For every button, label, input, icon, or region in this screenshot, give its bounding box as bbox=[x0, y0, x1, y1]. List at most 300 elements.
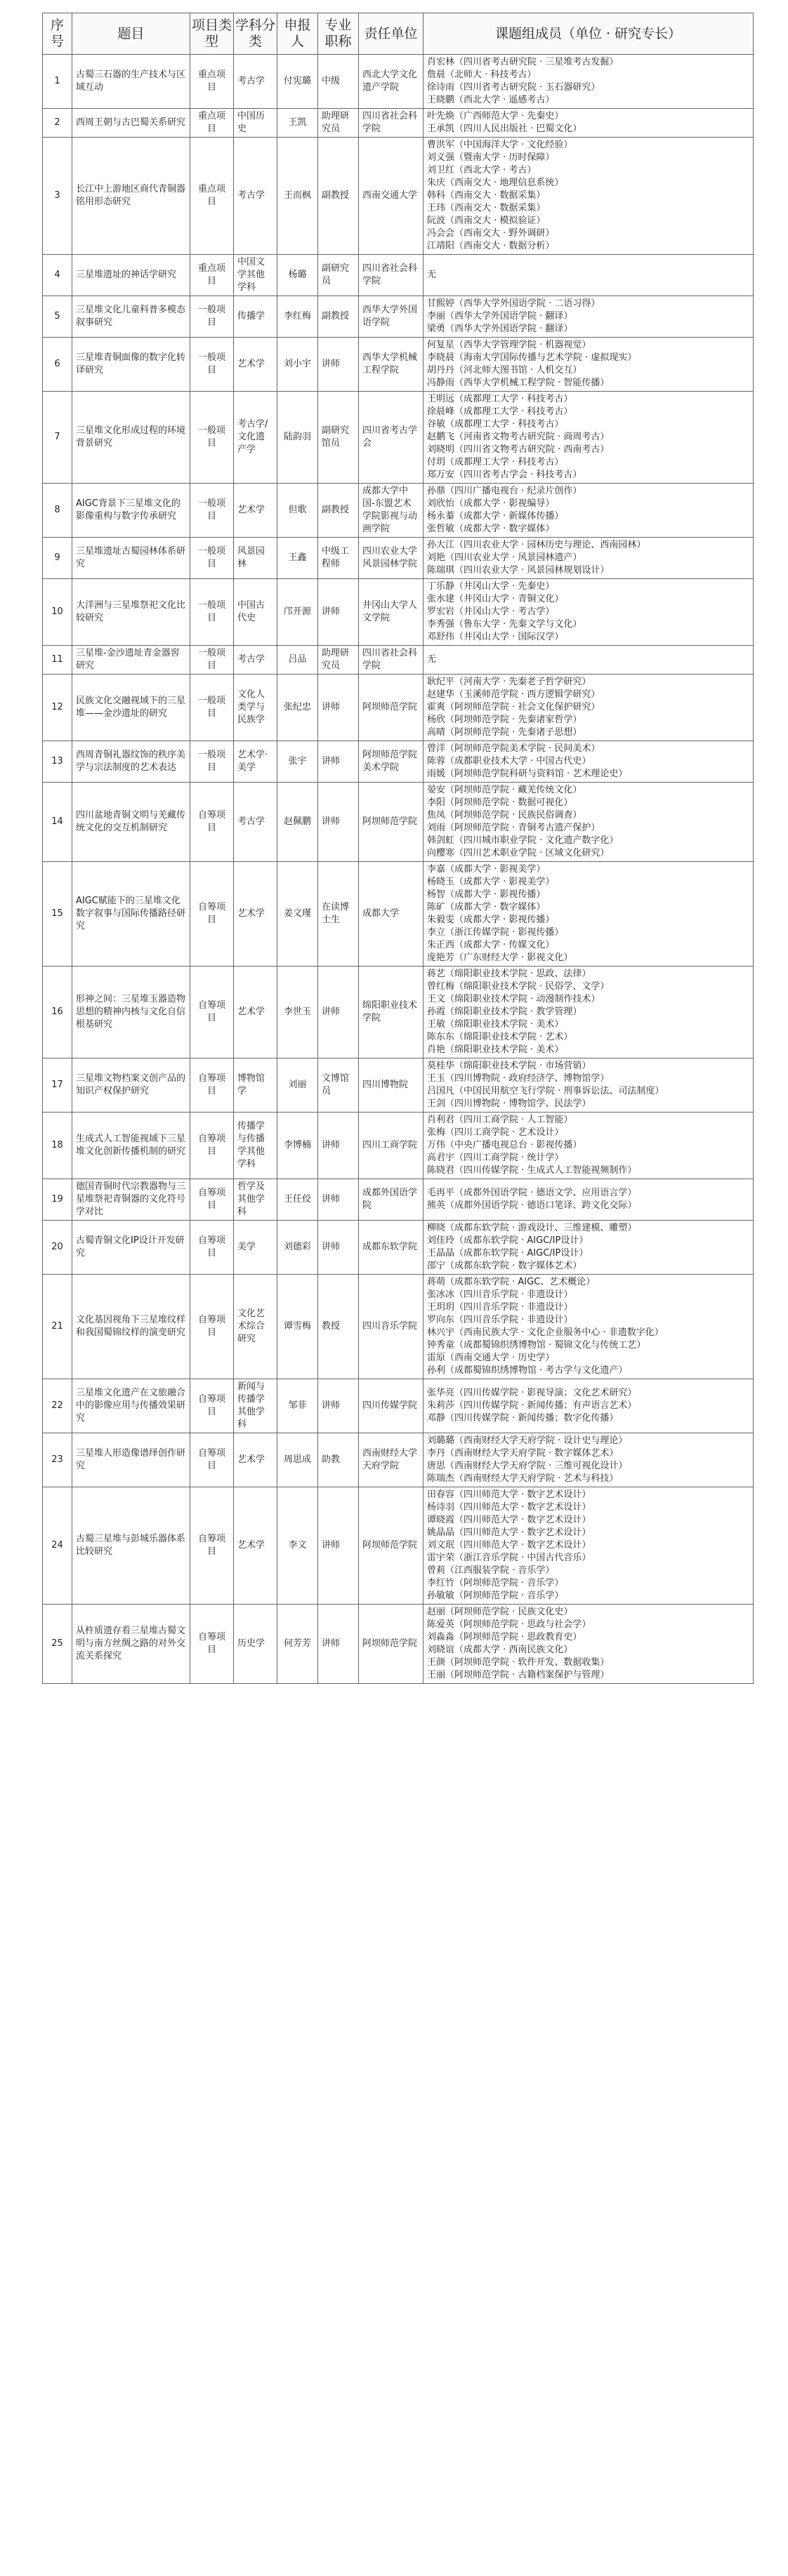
team-members bbox=[423, 1058, 754, 1113]
responsible-unit: 成都大学 bbox=[359, 862, 423, 967]
member-entry: 陈瑞琪（四川农业大学 · 风景园林规划设计） bbox=[427, 565, 610, 576]
table-row bbox=[43, 484, 754, 538]
row-number: 4 bbox=[43, 255, 72, 296]
member-entry: 江靖阳（西南交大 · 数据分析） bbox=[427, 241, 555, 251]
member-entry: 陈东东（绵阳职业技术学院 · 艺术） bbox=[427, 1032, 573, 1042]
header-type: 项目类型 bbox=[190, 13, 234, 55]
responsible-unit: 井冈山大学人文学院 bbox=[359, 579, 423, 646]
project-title: 三星堆文化遗产在文旅融合中的影像应用与传播效果研究 bbox=[72, 1379, 190, 1433]
professional-title: 讲师 bbox=[318, 741, 359, 783]
table-row bbox=[43, 1433, 754, 1487]
team-members bbox=[423, 1113, 754, 1179]
applicant-name: 陆韵羽 bbox=[277, 392, 318, 484]
project-title: 三星堆人形造像谱绎创作研究 bbox=[72, 1433, 190, 1487]
subject-category: 文化艺术综合研究 bbox=[234, 1275, 277, 1379]
team-members bbox=[423, 579, 754, 646]
member-entry: 梁勇（西华大学外国语学院 · 翻译） bbox=[427, 324, 573, 334]
member-entry: 叶先焕（广西师范大学 · 先秦史） bbox=[427, 111, 564, 121]
applicant-name: 谭雪梅 bbox=[277, 1275, 318, 1379]
member-entry: 李嘉（成都大学 · 影视美学） bbox=[427, 864, 546, 875]
project-type: 自筹项目 bbox=[190, 1275, 234, 1379]
responsible-unit: 四川博物院 bbox=[359, 1058, 423, 1113]
applicant-name: 王鑫 bbox=[277, 538, 318, 579]
member-entry: 王颜（阿坝师范学院 · 软件开发、数据收集） bbox=[427, 1657, 610, 1668]
member-entry: 詹晨（北师大 · 科技考古） bbox=[427, 69, 537, 80]
member-entry: 刘欣怡（成都大学 · 影视编导） bbox=[427, 498, 555, 509]
responsible-unit: 阿坝师范学院 bbox=[359, 783, 423, 862]
subject-category: 考古学/文化遗产学 bbox=[234, 392, 277, 484]
project-type: 自筹项目 bbox=[190, 862, 234, 967]
professional-title: 讲师 bbox=[318, 1379, 359, 1433]
applicant-name: 何芳芳 bbox=[277, 1605, 318, 1684]
team-members bbox=[423, 296, 754, 338]
member-entry: 杨永蓁（成都大学 · 新媒体传播） bbox=[427, 511, 564, 522]
member-entry: 甘熙婷（西华大学外国语学院 · 二语习得） bbox=[427, 298, 600, 309]
subject-category: 博物馆学 bbox=[234, 1058, 277, 1113]
table-row bbox=[43, 1605, 754, 1684]
project-title: 古蜀青铜文化IP设计开发研究 bbox=[72, 1221, 190, 1275]
team-members bbox=[423, 1433, 754, 1487]
row-number: 5 bbox=[43, 296, 72, 338]
member-entry: 毛再平（成都外国语学院 · 德语文学、应用语言学） bbox=[427, 1188, 637, 1198]
professional-title: 讲师 bbox=[318, 338, 359, 392]
responsible-unit: 四川省社会科学院 bbox=[359, 109, 423, 138]
member-entry: 霍爽（阿坝师范学院 · 社会文化保护研究） bbox=[427, 702, 600, 712]
professional-title: 讲师 bbox=[318, 1487, 359, 1605]
member-entry: 高晴（阿坝师范学院 · 先秦诸子思想） bbox=[427, 727, 582, 738]
table-row bbox=[43, 255, 754, 296]
project-type: 一般项目 bbox=[190, 579, 234, 646]
project-title: 德国青铜时代宗教器物与三星堆祭祀青铜器的文化符号学对比 bbox=[72, 1179, 190, 1221]
applicant-name: 赵佩鹏 bbox=[277, 783, 318, 862]
subject-category: 中国历史 bbox=[234, 109, 277, 138]
row-number: 16 bbox=[43, 967, 72, 1058]
responsible-unit: 西南财经大学天府学院 bbox=[359, 1433, 423, 1487]
member-entry: 唐思（西南财经大学天府学院 · 三维可视化设计） bbox=[427, 1461, 628, 1471]
row-number: 3 bbox=[43, 138, 72, 255]
member-entry: 丁乐静（井冈山大学 · 先秦史） bbox=[427, 581, 555, 592]
subject-category: 艺术学 bbox=[234, 338, 277, 392]
member-entry: 杨诗羽（四川师范大学 · 数字艺术设计） bbox=[427, 1502, 591, 1513]
responsible-unit: 西北大学文化遗产学院 bbox=[359, 55, 423, 109]
subject-category: 美学 bbox=[234, 1221, 277, 1275]
member-entry: 刘淼淼（阿坝师范学院 · 思政教育史） bbox=[427, 1632, 582, 1642]
member-entry: 阮波（西南交大 · 模拟验证） bbox=[427, 215, 546, 226]
applicant-name: 刘丽 bbox=[277, 1058, 318, 1113]
professional-title: 讲师 bbox=[318, 783, 359, 862]
table-row bbox=[43, 1275, 754, 1379]
applicant-name: 刘德彩 bbox=[277, 1221, 318, 1275]
table-row bbox=[43, 338, 754, 392]
table-row bbox=[43, 1221, 754, 1275]
project-title: 三星堆文化形成过程的环境背景研究 bbox=[72, 392, 190, 484]
project-type: 自筹项目 bbox=[190, 1058, 234, 1113]
responsible-unit: 西南交通大学 bbox=[359, 138, 423, 255]
professional-title: 助教 bbox=[318, 1433, 359, 1487]
professional-title: 讲师 bbox=[318, 1113, 359, 1179]
row-number: 12 bbox=[43, 675, 72, 741]
project-type: 重点项目 bbox=[190, 109, 234, 138]
member-entry: 李阳（阿坝师范学院 · 数据可视化） bbox=[427, 797, 573, 808]
member-entry: 张华亮（四川传媒学院 · 影视导演；文化艺术研究） bbox=[427, 1388, 637, 1398]
subject-category: 考古学 bbox=[234, 646, 277, 675]
table-row bbox=[43, 1113, 754, 1179]
member-entry: 李丹（西南财经大学天府学院 · 数字媒体艺术） bbox=[427, 1448, 619, 1459]
table-row bbox=[43, 55, 754, 109]
subject-category: 新闻与传播学其他学科 bbox=[234, 1379, 277, 1433]
applicant-name: 周思成 bbox=[277, 1433, 318, 1487]
professional-title: 助理研究员 bbox=[318, 109, 359, 138]
member-entry: 王承凯（四川人民出版社 · 巴蜀文化） bbox=[427, 124, 582, 134]
team-members bbox=[423, 138, 754, 255]
header-row bbox=[43, 13, 754, 55]
member-entry: 罗向东（四川音乐学院 · 非遗设计） bbox=[427, 1315, 573, 1325]
team-members bbox=[423, 1275, 754, 1379]
subject-category: 哲学及其他学科 bbox=[234, 1179, 277, 1221]
member-entry: 陈瑞杰（西南财经大学天府学院 · 艺术与科技） bbox=[427, 1473, 619, 1484]
professional-title: 讲师 bbox=[318, 1179, 359, 1221]
responsible-unit: 西华大学外国语学院 bbox=[359, 296, 423, 338]
project-title: 三星堆遗址的神话学研究 bbox=[72, 255, 190, 296]
project-type: 一般项目 bbox=[190, 484, 234, 538]
row-number: 22 bbox=[43, 1379, 72, 1433]
member-entry: 万伟（中央广播电视总台 · 影视传播） bbox=[427, 1140, 582, 1150]
member-entry: 何复星（西华大学管理学院 · 机器视觉） bbox=[427, 340, 591, 350]
member-entry: 王丽（阿坝师范学院 · 古籍档案保护与管理） bbox=[427, 1670, 610, 1680]
project-title: 民族文化交融视域下的三星堆——金沙遗址的研究 bbox=[72, 675, 190, 741]
member-entry: 邓舒伟（井冈山大学 · 国际汉学） bbox=[427, 632, 564, 642]
member-entry: 陈蓉（成都职业技术大学 · 中国古代史） bbox=[427, 756, 591, 766]
header-title: 题目 bbox=[72, 13, 190, 55]
table-row bbox=[43, 675, 754, 741]
member-entry: 蒋艺（绵阳职业技术学院 · 思政、法律） bbox=[427, 969, 591, 979]
member-entry: 刘义强（暨南大学 · 历时保障） bbox=[427, 152, 555, 163]
member-entry: 王玥玥（四川音乐学院 · 非遗设计） bbox=[427, 1302, 573, 1313]
row-number: 15 bbox=[43, 862, 72, 967]
project-title: 生成式人工智能视域下三星堆文化创新传播机制的研究 bbox=[72, 1113, 190, 1179]
applicant-name: 但歌 bbox=[277, 484, 318, 538]
project-type: 自筹项目 bbox=[190, 1179, 234, 1221]
applicant-name: 付宪璐 bbox=[277, 55, 318, 109]
project-title: 长江中上游地区商代青铜器铭用形态研究 bbox=[72, 138, 190, 255]
member-entry: 刘艳（四川农业大学 · 风景园林遗产） bbox=[427, 552, 582, 563]
member-entry: 赵丽（阿坝师范学院 · 民族文化史） bbox=[427, 1607, 573, 1617]
member-entry: 李红竹（阿坝师范学院 · 音乐学） bbox=[427, 1578, 564, 1588]
member-entry: 陈晓君（四川传媒学院 · 生成式人工智能视频制作） bbox=[427, 1165, 637, 1176]
projects-table bbox=[42, 13, 754, 1684]
project-title: 三星堆青铜面像的数字化转译研究 bbox=[72, 338, 190, 392]
table-row bbox=[43, 1058, 754, 1113]
team-members bbox=[423, 1379, 754, 1433]
project-title: 古蜀三石器的生产技术与区域互动 bbox=[72, 55, 190, 109]
project-type: 自筹项目 bbox=[190, 1487, 234, 1605]
member-entry: 无 bbox=[427, 654, 437, 665]
member-entry: 邵宁（成都东软学院 · 数字媒体艺术） bbox=[427, 1261, 582, 1271]
member-entry: 李秀强（鲁东大学 · 先秦文学与文化） bbox=[427, 619, 582, 630]
member-entry: 罗宏岩（井冈山大学 · 考古学） bbox=[427, 606, 555, 617]
project-title: 大洋洲与三星堆祭祀文化比较研究 bbox=[72, 579, 190, 646]
team-members bbox=[423, 255, 754, 296]
project-type: 一般项目 bbox=[190, 296, 234, 338]
project-type: 重点项目 bbox=[190, 138, 234, 255]
applicant-name: 姜文瑾 bbox=[277, 862, 318, 967]
row-number: 24 bbox=[43, 1487, 72, 1605]
professional-title: 讲师 bbox=[318, 1605, 359, 1684]
responsible-unit: 阿坝师范学院 bbox=[359, 675, 423, 741]
member-entry: 孙鼎（四川广播电视台 · 纪录片创作） bbox=[427, 486, 582, 496]
member-entry: 朱莉莎（四川传媒学院 · 新闻传播；有声语言艺术） bbox=[427, 1400, 637, 1411]
member-entry: 雨媛（阿坝师范学院科研与资料馆 · 艺术理论史） bbox=[427, 769, 628, 779]
row-number: 1 bbox=[43, 55, 72, 109]
table-row bbox=[43, 1179, 754, 1221]
member-entry: 曾红梅（绵阳职业技术学院 · 民俗学、文学） bbox=[427, 981, 610, 992]
member-entry: 赵鹏飞（河南省文物考古研究院 · 商周考古） bbox=[427, 432, 610, 442]
team-members bbox=[423, 538, 754, 579]
applicant-name: 刘小宇 bbox=[277, 338, 318, 392]
applicant-name: 王而枫 bbox=[277, 138, 318, 255]
project-title: 西周王朝与古巴蜀关系研究 bbox=[72, 109, 190, 138]
project-type: 自筹项目 bbox=[190, 783, 234, 862]
team-members bbox=[423, 967, 754, 1058]
team-members bbox=[423, 741, 754, 783]
member-entry: 庞艳芳（广东财经大学 · 影视文化） bbox=[427, 952, 573, 963]
team-members bbox=[423, 1605, 754, 1684]
member-entry: 王明远（成都理工大学 · 科技考古） bbox=[427, 394, 573, 404]
projects-sheet bbox=[42, 13, 753, 1684]
table-row bbox=[43, 138, 754, 255]
subject-category: 历史学 bbox=[234, 1605, 277, 1684]
responsible-unit: 四川传媒学院 bbox=[359, 1379, 423, 1433]
responsible-unit: 成都外国语学院 bbox=[359, 1179, 423, 1221]
responsible-unit: 四川省考古学会 bbox=[359, 392, 423, 484]
member-entry: 王剑（四川博物院 · 博物馆学、民法学） bbox=[427, 1098, 591, 1109]
member-entry: 陈矿（成都大学 · 数字媒体） bbox=[427, 902, 546, 912]
project-title: 西周青铜礼器纹饰的秩序美学与宗法制度的艺术表达 bbox=[72, 741, 190, 783]
responsible-unit: 四川工商学院 bbox=[359, 1113, 423, 1179]
project-title: 三星堆-金沙遗址青金器窖研究 bbox=[72, 646, 190, 675]
project-title: 三星堆文物档案文创产品的知识产权保护研究 bbox=[72, 1058, 190, 1113]
project-title: 形神之间：三星堆玉器造物思想的精神内核与文化自信根基研究 bbox=[72, 967, 190, 1058]
member-entry: 张冰冰（四川音乐学院 · 非遗设计） bbox=[427, 1289, 573, 1300]
subject-category: 传播学 bbox=[234, 296, 277, 338]
header-subject: 学科分类 bbox=[234, 13, 277, 55]
table-row bbox=[43, 1487, 754, 1605]
team-members bbox=[423, 646, 754, 675]
member-entry: 蒋萌（成都东软学院 · AIGC、艺术概论） bbox=[427, 1277, 596, 1287]
professional-title: 在读博士生 bbox=[318, 862, 359, 967]
member-entry: 曾洋（阿坝师范学院美术学院 · 民间美术） bbox=[427, 743, 600, 754]
applicant-name: 李博楠 bbox=[277, 1113, 318, 1179]
table-row bbox=[43, 296, 754, 338]
row-number: 8 bbox=[43, 484, 72, 538]
applicant-name: 邹菲 bbox=[277, 1379, 318, 1433]
row-number: 7 bbox=[43, 392, 72, 484]
member-entry: 谷敏（成都理工大学 · 科技考古） bbox=[427, 419, 564, 430]
team-members bbox=[423, 392, 754, 484]
project-type: 一般项目 bbox=[190, 741, 234, 783]
applicant-name: 杨璐 bbox=[277, 255, 318, 296]
responsible-unit: 西华大学机械工程学院 bbox=[359, 338, 423, 392]
responsible-unit: 四川音乐学院 bbox=[359, 1275, 423, 1379]
subject-category: 考古学 bbox=[234, 55, 277, 109]
member-entry: 陈爱英（阿坝师范学院 · 思政与社会学） bbox=[427, 1619, 591, 1630]
applicant-name: 李文 bbox=[277, 1487, 318, 1605]
project-title: 四川盆地青铜文明与羌藏传统文化的交互机制研究 bbox=[72, 783, 190, 862]
project-title: 三星堆文化儿童科普多模态叙事研究 bbox=[72, 296, 190, 338]
row-number: 10 bbox=[43, 579, 72, 646]
professional-title: 副教授 bbox=[318, 138, 359, 255]
professional-title: 副研究员 bbox=[318, 255, 359, 296]
member-entry: 肖宏林（四川省考古研究院 · 三星堆考古发掘） bbox=[427, 57, 619, 67]
member-entry: 王玉（四川博物院 · 政府经济学、博物馆学） bbox=[427, 1073, 610, 1084]
responsible-unit: 阿坝师范学院美术学院 bbox=[359, 741, 423, 783]
professional-title: 讲师 bbox=[318, 1221, 359, 1275]
subject-category: 艺术学·美学 bbox=[234, 741, 277, 783]
member-entry: 朱正西（成都大学 · 传媒文化） bbox=[427, 940, 555, 950]
member-entry: 莫桂华（绵阳职业技术学院 · 市场营销） bbox=[427, 1061, 591, 1071]
subject-category: 考古学 bbox=[234, 138, 277, 255]
row-number: 21 bbox=[43, 1275, 72, 1379]
project-title: AIGC背景下三星堆文化的影像重构与数字传承研究 bbox=[72, 484, 190, 538]
subject-category: 风景园林 bbox=[234, 538, 277, 579]
table-row bbox=[43, 1379, 754, 1433]
member-entry: 朱毅雯（成都大学 · 影视传播） bbox=[427, 915, 555, 925]
member-entry: 雷原（西南交通大学 · 历史学） bbox=[427, 1353, 555, 1363]
applicant-name: 张纪忠 bbox=[277, 675, 318, 741]
row-number: 18 bbox=[43, 1113, 72, 1179]
member-entry: 王玮（西南交大 · 数据采集） bbox=[427, 203, 546, 213]
member-entry: 王文（绵阳职业技术学院 · 动漫制作技术） bbox=[427, 994, 600, 1004]
responsible-unit: 成都东软学院 bbox=[359, 1221, 423, 1275]
member-entry: 冯会会（西南交大 · 野外调研） bbox=[427, 228, 555, 239]
member-entry: 王晶晶（成都东软学院 · AIGC/IP设计） bbox=[427, 1248, 589, 1259]
row-number: 13 bbox=[43, 741, 72, 783]
member-entry: 邓静（四川传媒学院 · 新闻传播；数字化传播） bbox=[427, 1413, 619, 1423]
responsible-unit: 四川省社会科学院 bbox=[359, 255, 423, 296]
subject-category: 传播学与传播学其他学科 bbox=[234, 1113, 277, 1179]
applicant-name: 李红梅 bbox=[277, 296, 318, 338]
row-number: 11 bbox=[43, 646, 72, 675]
project-title: 从杵质遗存看三星堆古蜀文明与南方丝绸之路的对外交流关系探究 bbox=[72, 1605, 190, 1684]
responsible-unit: 阿坝师范学院 bbox=[359, 1487, 423, 1605]
member-entry: 钟秀童（成都蜀锦织绣博物馆 · 蜀锦文化与传统工艺） bbox=[427, 1340, 646, 1350]
member-entry: 柳晓（成都东软学院 · 游戏设计、三维建模、雕塑） bbox=[427, 1223, 637, 1233]
member-entry: 胡丹丹（河北师大图书馆 · 人机交互） bbox=[427, 365, 582, 376]
subject-category: 文化人类学与民族学 bbox=[234, 675, 277, 741]
member-entry: 孙利（成都蜀锦织绣博物馆 · 考古学与文化遗产） bbox=[427, 1365, 628, 1376]
header-unit: 责任单位 bbox=[359, 13, 423, 55]
project-title: 文化基因视角下三星堆纹样和我国蜀锦纹样的演变研究 bbox=[72, 1275, 190, 1379]
project-type: 一般项目 bbox=[190, 538, 234, 579]
subject-category: 艺术学 bbox=[234, 1433, 277, 1487]
member-entry: 朱庆（西南交大 · 地理信息系统） bbox=[427, 178, 564, 188]
member-entry: 杨智（成都大学 · 影视传播） bbox=[427, 889, 546, 900]
team-members bbox=[423, 109, 754, 138]
member-entry: 冯静雨（西华大学机械工程学院 · 智能传播） bbox=[427, 378, 610, 388]
member-entry: 肖艳（绵阳职业技术学院 · 美术） bbox=[427, 1044, 564, 1055]
member-entry: 李立（浙江传媒学院 · 影视传播） bbox=[427, 927, 564, 938]
project-type: 重点项目 bbox=[190, 255, 234, 296]
member-entry: 孙敏敏（阿坝师范学院 · 音乐学） bbox=[427, 1591, 564, 1601]
row-number: 9 bbox=[43, 538, 72, 579]
professional-title: 副教授 bbox=[318, 296, 359, 338]
applicant-name: 李世玉 bbox=[277, 967, 318, 1058]
member-entry: 孙霞（绵阳职业技术学院 · 教学管理） bbox=[427, 1007, 582, 1017]
member-entry: 徐诗雨（四川省考古研究院 · 玉石器研究） bbox=[427, 82, 600, 93]
table-row bbox=[43, 967, 754, 1058]
project-title: AIGC赋能下的三星堆文化数字叙事与国际传播路径研究 bbox=[72, 862, 190, 967]
professional-title: 讲师 bbox=[318, 579, 359, 646]
responsible-unit: 四川农业大学风景园林学院 bbox=[359, 538, 423, 579]
project-type: 自筹项目 bbox=[190, 1221, 234, 1275]
member-entry: 韩剑虹（四川城市职业学院 · 文化遗产数字化） bbox=[427, 835, 619, 846]
member-entry: 刘璐璐（西南财经大学天府学院 · 设计史与理论） bbox=[427, 1435, 628, 1446]
header-members: 课题组成员（单位 · 研究专长） bbox=[423, 13, 754, 55]
applicant-name: 邝开源 bbox=[277, 579, 318, 646]
professional-title: 副研究馆员 bbox=[318, 392, 359, 484]
project-title: 三星堆遗址古蜀园林体系研究 bbox=[72, 538, 190, 579]
subject-category: 艺术学 bbox=[234, 862, 277, 967]
member-entry: 向樱寒（四川艺术职业学院 · 区域文化研究） bbox=[427, 848, 610, 858]
header-rank: 专业职称 bbox=[318, 13, 359, 55]
member-entry: 雷宇荣（浙江音乐学院 · 中国古代音乐） bbox=[427, 1553, 591, 1563]
team-members bbox=[423, 1487, 754, 1605]
member-entry: 赵建华（玉溪师范学院 · 西方逻辑学研究） bbox=[427, 689, 600, 700]
member-entry: 刘晓谊（成都大学 · 西南民族文化） bbox=[427, 1645, 573, 1655]
subject-category: 艺术学 bbox=[234, 967, 277, 1058]
subject-category: 中国古代史 bbox=[234, 579, 277, 646]
member-entry: 曹洪军（中国海洋大学 · 文化经验） bbox=[427, 140, 573, 150]
member-entry: 李晓晨（海南大学国际传播与艺术学院 · 虚拟现实） bbox=[427, 352, 637, 363]
team-members bbox=[423, 338, 754, 392]
professional-title: 教授 bbox=[318, 1275, 359, 1379]
member-entry: 晏安（阿坝师范学院 · 藏羌传统文化） bbox=[427, 785, 582, 795]
professional-title: 副教授 bbox=[318, 484, 359, 538]
member-entry: 焦凤（阿坝师范学院 · 民族民俗调查） bbox=[427, 810, 582, 821]
responsible-unit: 阿坝师范学院 bbox=[359, 1605, 423, 1684]
professional-title: 讲师 bbox=[318, 967, 359, 1058]
row-number: 23 bbox=[43, 1433, 72, 1487]
project-type: 自筹项目 bbox=[190, 1433, 234, 1487]
table-row bbox=[43, 862, 754, 967]
member-entry: 刘雨（阿坝师范学院 · 青铜考古遗产保护） bbox=[427, 823, 600, 833]
professional-title: 讲师 bbox=[318, 675, 359, 741]
table-row bbox=[43, 646, 754, 675]
member-entry: 谭晓霞（四川师范大学 · 数字艺术设计） bbox=[427, 1515, 591, 1525]
team-members bbox=[423, 675, 754, 741]
header-no: 序号 bbox=[43, 13, 72, 55]
team-members bbox=[423, 1221, 754, 1275]
member-entry: 李丽（西华大学外国语学院 · 翻译） bbox=[427, 311, 573, 321]
table-row bbox=[43, 579, 754, 646]
project-type: 自筹项目 bbox=[190, 1113, 234, 1179]
project-type: 自筹项目 bbox=[190, 1379, 234, 1433]
member-entry: 张水建（井冈山大学 · 青铜文化） bbox=[427, 594, 564, 604]
subject-category: 中国文学其他学科 bbox=[234, 255, 277, 296]
table-body bbox=[43, 55, 754, 1684]
member-entry: 付玥（成都理工大学 · 科技考古） bbox=[427, 457, 564, 467]
member-entry: 韩科（西南交大 · 数据采集） bbox=[427, 190, 546, 201]
responsible-unit: 绵阳职业技术学院 bbox=[359, 967, 423, 1058]
applicant-name: 王任佼 bbox=[277, 1179, 318, 1221]
team-members bbox=[423, 862, 754, 967]
member-entry: 杨欣（阿坝师范学院 · 先秦诸家哲学） bbox=[427, 715, 582, 725]
table-row bbox=[43, 109, 754, 138]
member-entry: 肖利君（四川工商学院 · 人工智能） bbox=[427, 1115, 573, 1125]
member-entry: 王晓鹏（西北大学 · 遥感考古） bbox=[427, 95, 555, 105]
member-entry: 刘佳玲（成都东软学院 · AIGC/IP设计） bbox=[427, 1235, 589, 1246]
professional-title: 中级 bbox=[318, 55, 359, 109]
